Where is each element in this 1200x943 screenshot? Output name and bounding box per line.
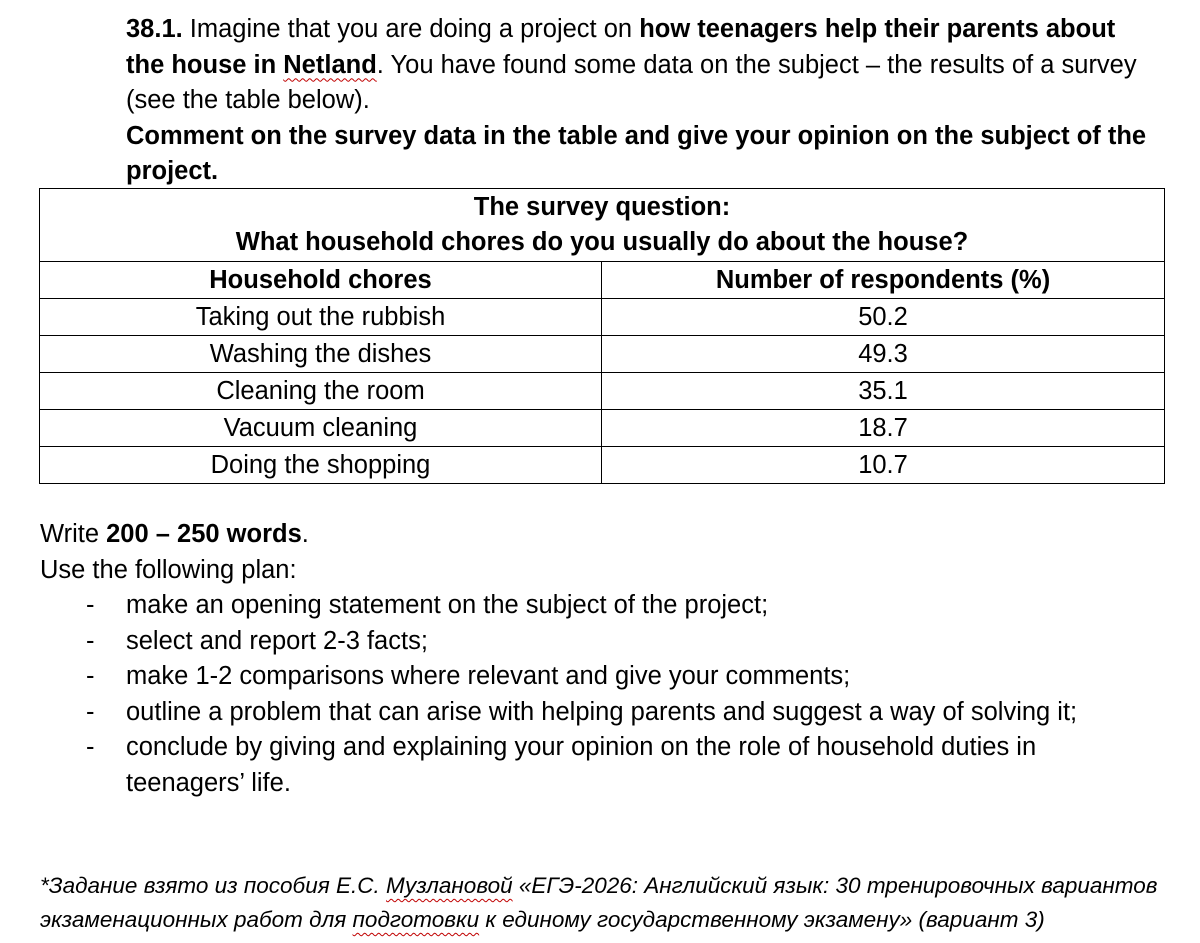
percent-cell: 49.3	[602, 336, 1165, 373]
column-header-respondents: Number of respondents (%)	[602, 262, 1165, 299]
plan-list	[40, 588, 1160, 801]
list-item	[40, 659, 1160, 695]
word-count-prefix: Write	[40, 520, 107, 548]
table-row	[40, 336, 1165, 373]
plan-title: Use the following plan:	[40, 555, 297, 584]
percent-cell: 35.1	[602, 373, 1165, 410]
footnote-author: Музлановой	[386, 873, 513, 898]
list-item	[40, 624, 1160, 660]
source-footnote	[40, 869, 1180, 937]
word-count-line	[40, 517, 1160, 553]
bullet-dash: -	[86, 626, 95, 655]
table-row	[40, 373, 1165, 410]
project-topic-text: how teenagers help their parents about the house in	[126, 15, 1116, 79]
task-intro-continued: . You have found some data on the subject – the results of a survey (see the table below).	[126, 50, 1137, 114]
percent-cell: 50.2	[602, 299, 1165, 336]
bullet-dash: -	[86, 591, 95, 619]
bullet-dash: -	[86, 662, 95, 690]
chore-cell: Taking out the rubbish	[40, 299, 602, 336]
percent-cell: 10.7	[602, 447, 1165, 484]
table-row	[40, 299, 1165, 336]
plan-item-text: make an opening statement on the subject of the project;	[126, 591, 769, 619]
word-count-suffix: .	[301, 520, 309, 548]
footnote-part-2: «ЕГЭ-2026: Английский язык: 30 тренировочных вариантов экзаменационных работ для	[40, 873, 1158, 932]
survey-question-cell	[40, 189, 1165, 262]
footnote-part-1: *Задание взято из пособия Е.С.	[40, 873, 387, 898]
footnote-text	[40, 869, 1180, 937]
table-header-row	[40, 262, 1165, 299]
bullet-dash: -	[86, 697, 95, 726]
writing-instructions	[40, 517, 1160, 801]
bullet-dash: -	[86, 733, 95, 761]
task-intro	[40, 12, 1160, 119]
chore-cell: Vacuum cleaning	[40, 410, 602, 447]
plan-item-text: select and report 2-3 facts;	[126, 626, 428, 655]
task-intro-text: Imagine that you are doing a project on	[182, 15, 640, 43]
chore-cell: Cleaning the room	[40, 373, 602, 410]
word-count: 200 – 250 words	[106, 520, 302, 548]
column-header-chores: Household chores	[40, 262, 602, 299]
footnote-word: подготовки	[352, 907, 480, 932]
list-item	[40, 730, 1160, 801]
survey-question-title: The survey question:	[473, 193, 731, 221]
percent-cell: 18.7	[602, 410, 1165, 447]
task-number: 38.1.	[126, 15, 183, 43]
plan-item-text: conclude by giving and explaining your opinion on the role of household duties in teenagers’ life.	[126, 733, 1037, 797]
country-name: Netland	[283, 50, 377, 79]
list-item	[40, 588, 1160, 624]
task-instruction	[40, 119, 1160, 190]
plan-item-text: outline a problem that can arise with helping parents and suggest a way of solving it;	[126, 697, 1078, 726]
survey-question-row	[40, 189, 1165, 262]
task-text	[40, 12, 1160, 190]
survey-question: What household chores do you usually do about the house?	[235, 228, 969, 256]
footnote-part-3: к единому государственному экзамену» (вариант 3)	[479, 907, 1045, 932]
list-item	[40, 695, 1160, 731]
table-row	[40, 447, 1165, 484]
task-instruction-text: Comment on the survey data in the table and give your opinion on the subject of the project.	[126, 121, 1147, 185]
plan-item-text: make 1-2 comparisons where relevant and give your comments;	[126, 662, 851, 690]
chore-cell: Doing the shopping	[40, 447, 602, 484]
survey-table	[39, 188, 1165, 484]
chore-cell: Washing the dishes	[40, 336, 602, 373]
table-row	[40, 410, 1165, 447]
